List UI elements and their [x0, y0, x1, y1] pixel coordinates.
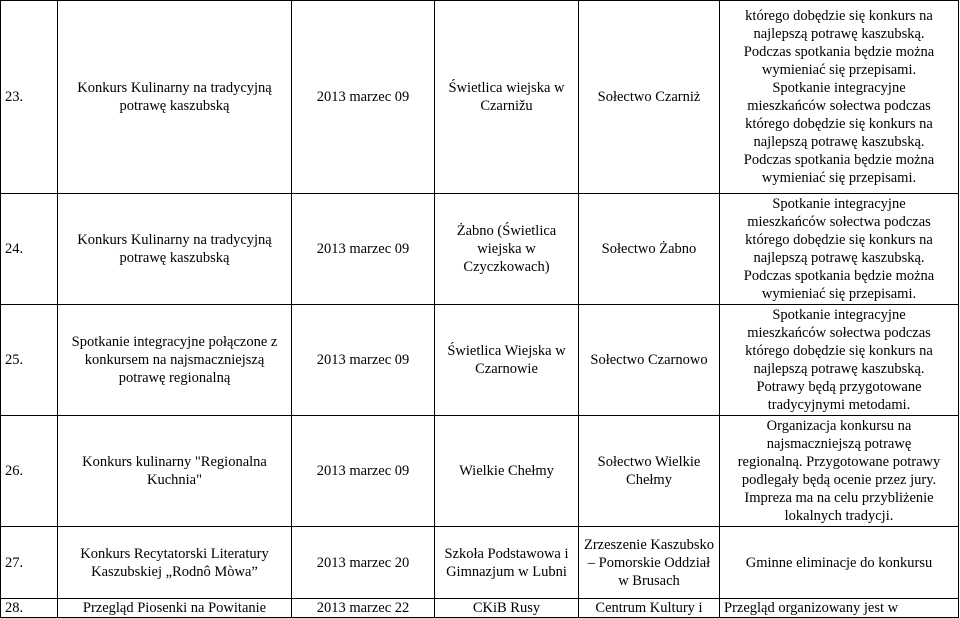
- table-row: [1, 1, 959, 194]
- description-line: najlepszą potrawę kaszubską.: [753, 26, 925, 42]
- event-organizer: Sołectwo Czarniż: [579, 1, 720, 194]
- event-description: [720, 527, 959, 599]
- row-number: 28.: [1, 599, 58, 618]
- description-line: którego dobędzie się konkurs na: [745, 8, 933, 24]
- row-number: 27.: [1, 527, 58, 599]
- event-title: Konkurs kulinarny "Regionalna Kuchnia": [58, 416, 292, 527]
- description-line: wymieniać się przepisami.: [761, 286, 917, 302]
- event-organizer: Sołectwo Żabno: [579, 194, 720, 305]
- description-line: podlegały będą ocenie przez jury.: [741, 472, 937, 488]
- event-date: 2013 marzec 20: [292, 527, 435, 599]
- event-description: [720, 416, 959, 527]
- event-date: 2013 marzec 22: [292, 599, 435, 618]
- description-line: tradycyjnymi metodami.: [767, 397, 911, 413]
- table-row: [1, 194, 959, 305]
- description-line: mieszkańców sołectwa podczas: [747, 98, 931, 114]
- row-number: 24.: [1, 194, 58, 305]
- description-line: regionalną. Przygotowane potrawy: [737, 454, 941, 470]
- description-line: najlepszą potrawę kaszubską.: [753, 134, 925, 150]
- description-line: najlepszą potrawę kaszubską.: [753, 361, 925, 377]
- description-line: mieszkańców sołectwa podczas: [747, 214, 931, 230]
- description-line: Przegląd organizowany jest w: [724, 600, 899, 616]
- description-line: lokalnych tradycji.: [784, 508, 894, 524]
- event-title: Spotkanie integracyjne połączone z konkursem na najsmaczniejszą potrawę regionalną: [58, 305, 292, 416]
- event-description: [720, 194, 959, 305]
- event-place: Żabno (Świetlica wiejska w Czyczkowach): [435, 194, 579, 305]
- description-line: najsmaczniejszą potrawę: [766, 436, 912, 452]
- table-row: [1, 599, 959, 618]
- description-line: Potrawy będą przygotowane: [756, 379, 922, 395]
- description-line: Spotkanie integracyjne: [772, 307, 906, 323]
- row-number: 25.: [1, 305, 58, 416]
- event-place: CKiB Rusy: [435, 599, 579, 618]
- event-title: Przegląd Piosenki na Powitanie: [58, 599, 292, 618]
- description-line: Organizacja konkursu na: [766, 418, 912, 434]
- event-description: [720, 599, 959, 618]
- description-line: mieszkańców sołectwa podczas: [747, 325, 931, 341]
- event-organizer: Sołectwo Czarnowo: [579, 305, 720, 416]
- row-number: 26.: [1, 416, 58, 527]
- description-line: Gminne eliminacje do konkursu: [745, 554, 933, 571]
- event-description: [720, 305, 959, 416]
- description-line: którego dobędzie się konkurs na: [745, 232, 933, 248]
- description-line: Podczas spotkania będzie można: [743, 152, 935, 168]
- row-number: 23.: [1, 1, 58, 194]
- description-line: wymieniać się przepisami.: [761, 62, 917, 78]
- description-line: Impreza ma na celu przybliżenie: [744, 490, 934, 506]
- event-place: Szkoła Podstawowa i Gimnazjum w Lubni: [435, 527, 579, 599]
- event-date: 2013 marzec 09: [292, 1, 435, 194]
- event-organizer: Sołectwo Wielkie Chełmy: [579, 416, 720, 527]
- event-date: 2013 marzec 09: [292, 194, 435, 305]
- description-line: Podczas spotkania będzie można: [743, 268, 935, 284]
- description-line: Podczas spotkania będzie można: [743, 44, 935, 60]
- event-place: Świetlica Wiejska w Czarnowie: [435, 305, 579, 416]
- event-organizer: Centrum Kultury i: [579, 599, 720, 618]
- event-date: 2013 marzec 09: [292, 305, 435, 416]
- event-date: 2013 marzec 09: [292, 416, 435, 527]
- event-title: Konkurs Kulinarny na tradycyjną potrawę kaszubską: [58, 1, 292, 194]
- description-line: najlepszą potrawę kaszubską.: [753, 250, 925, 266]
- event-place: Świetlica wiejska w Czarnižu: [435, 1, 579, 194]
- event-place: Wielkie Chełmy: [435, 416, 579, 527]
- description-line: którego dobędzie się konkurs na: [745, 343, 933, 359]
- event-description: [720, 1, 959, 194]
- table-row: [1, 416, 959, 527]
- description-line: wymieniać się przepisami.: [761, 170, 917, 186]
- event-title: Konkurs Kulinarny na tradycyjną potrawę kaszubską: [58, 194, 292, 305]
- description-line: którego dobędzie się konkurs na: [745, 116, 933, 132]
- event-title: Konkurs Recytatorski Literatury Kaszubskiej „Rodnô Mòwa”: [58, 527, 292, 599]
- description-line: Spotkanie integracyjne: [772, 196, 906, 212]
- description-line: Spotkanie integracyjne: [772, 80, 906, 96]
- table-row: [1, 305, 959, 416]
- table-row: [1, 527, 959, 599]
- event-organizer: Zrzeszenie Kaszubsko – Pomorskie Oddział w Brusach: [579, 527, 720, 599]
